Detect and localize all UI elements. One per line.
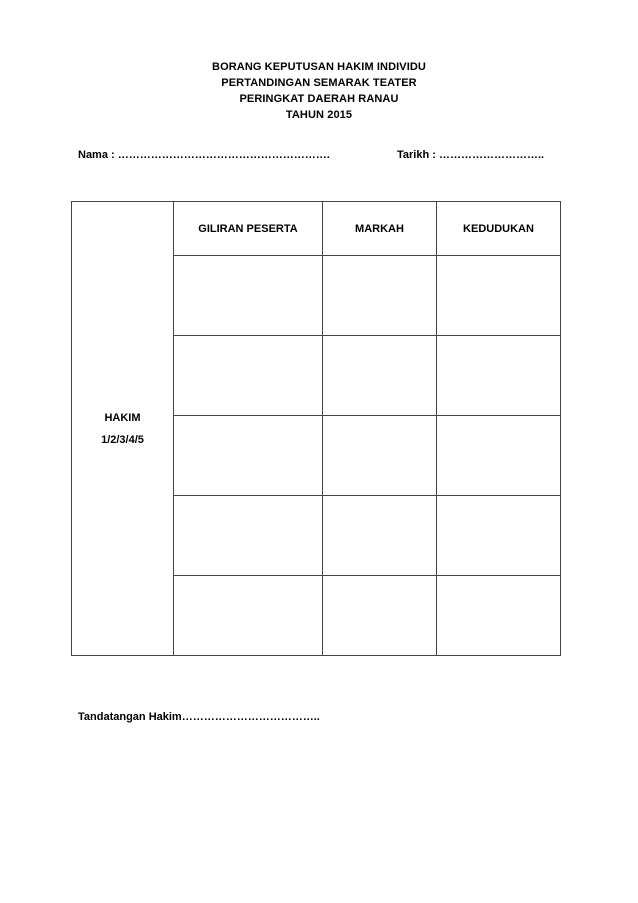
hakim-cell xyxy=(72,202,174,656)
kedudukan-cell xyxy=(437,496,561,576)
title-line-3: PERINGKAT DAERAH RANAU xyxy=(239,93,399,105)
markah-cell xyxy=(323,256,437,336)
column-header-kedudukan: KEDUDUKAN xyxy=(437,202,561,256)
title-line-2: PERTANDINGAN SEMARAK TEATER xyxy=(221,77,417,89)
column-header-markah: MARKAH xyxy=(323,202,437,256)
tarikh-field: Tarikh : ……………………….. xyxy=(397,149,545,161)
kedudukan-cell xyxy=(437,336,561,416)
giliran-cell xyxy=(174,576,323,656)
hakim-label: HAKIM xyxy=(104,411,141,424)
form-title xyxy=(0,59,638,123)
title-line-1: BORANG KEPUTUSAN HAKIM INDIVIDU xyxy=(212,61,426,73)
kedudukan-cell xyxy=(437,256,561,336)
kedudukan-cell xyxy=(437,416,561,496)
signature-line: Tandatangan Hakim……………………………….. xyxy=(78,711,320,723)
giliran-cell xyxy=(174,336,323,416)
markah-cell xyxy=(323,336,437,416)
giliran-cell xyxy=(174,256,323,336)
kedudukan-cell xyxy=(437,576,561,656)
giliran-cell xyxy=(174,496,323,576)
score-table xyxy=(71,201,561,656)
title-line-4: TAHUN 2015 xyxy=(285,109,353,121)
hakim-numbers: 1/2/3/4/5 xyxy=(101,433,144,446)
giliran-cell xyxy=(174,416,323,496)
markah-cell xyxy=(323,496,437,576)
table-header-row xyxy=(72,202,561,256)
nama-field: Nama : …………………………………………………. xyxy=(78,149,330,161)
markah-cell xyxy=(323,576,437,656)
column-header-giliran: GILIRAN PESERTA xyxy=(174,202,323,256)
markah-cell xyxy=(323,416,437,496)
